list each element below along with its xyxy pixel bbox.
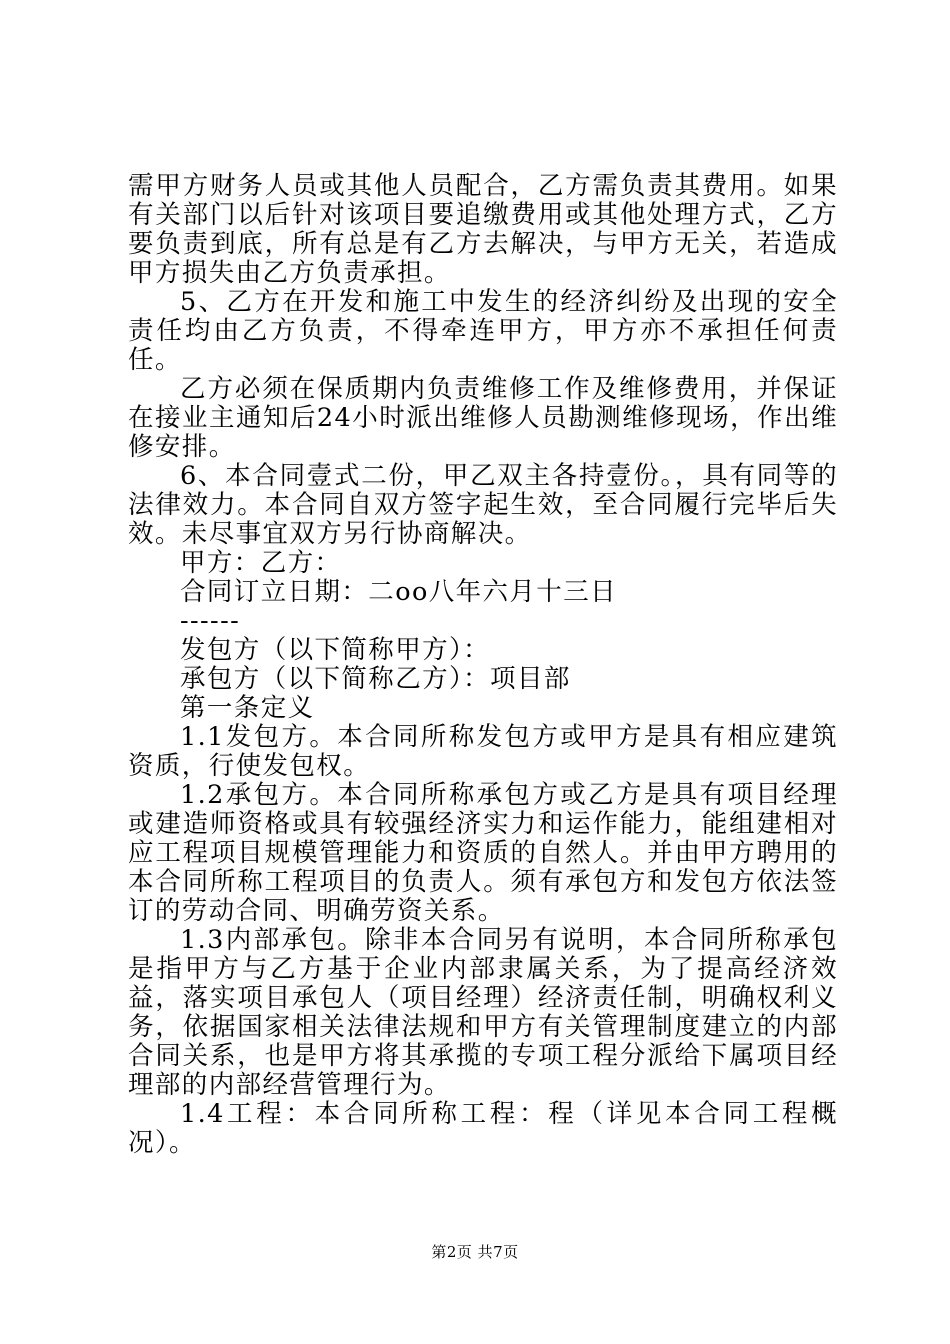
party-a-line: 发包方（以下简称甲方）： xyxy=(180,635,491,665)
definition-1-3: 1.3内部承包。除非本合同另有说明，本合同所称承包是指甲方与乙方基于企业内部隶属关系，为了提高经济效益，落实项目承包人（项目经理）经济责任制，明确权利义务，依据国家相关法律法规和甲方有关管理制度建立的内部合同关系，也是甲方将其承揽的专项工程分派给下属项目经理部的内部经营管理行为。 xyxy=(128,925,838,1100)
page-number-footer: 第2页 共7页 xyxy=(431,1243,519,1261)
paragraph-warranty: 乙方必须在保质期内负责维修工作及维修费用，并保证在接业主通知后24小时派出维修人员勘测维修现场，作出维修安排。 xyxy=(128,374,838,462)
definition-1-1: 1.1发包方。本合同所称发包方或甲方是具有相应建筑资质，行使发包权。 xyxy=(128,722,838,781)
document-body xyxy=(128,172,838,1158)
paragraph-clause-6: 6、本合同壹式二份，甲乙双主各持壹份。，具有同等的法律效力。本合同自双方签字起生效，至合同履行完毕后失效。未尽事宜双方另行协商解决。 xyxy=(128,461,838,549)
contract-date: 合同订立日期：二oo八年六月十三日 xyxy=(180,577,618,607)
definition-1-2: 1.2承包方。本合同所称承包方或乙方是具有项目经理或建造师资格或具有较强经济实力和运作能力，能组建相对应工程项目规模管理能力和资质的自然人。并由甲方聘用的本合同所称工程项目的负责人。须有承包方和发包方依法签订的劳动合同、明确劳资关系。 xyxy=(128,780,838,926)
definition-1-4: 1.4工程：本合同所称工程：程（详见本合同工程概况）。 xyxy=(128,1099,838,1158)
paragraph-continuation: 需甲方财务人员或其他人员配合，乙方需负责其费用。如果有关部门以后针对该项目要追缴费用或其他处理方式，乙方要负责到底，所有总是有乙方去解决，与甲方无关，若造成甲方损失由乙方负责承担。 xyxy=(128,171,838,288)
party-b-line: 承包方（以下简称乙方）：项目部 xyxy=(180,664,571,694)
paragraph-clause-5: 5、乙方在开发和施工中发生的经济纠纷及出现的安全责任均由乙方负责，不得牵连甲方，甲方亦不承担任何责任。 xyxy=(128,287,838,375)
article-1-heading: 第一条定义 xyxy=(180,693,315,723)
section-divider: ------ xyxy=(180,606,241,636)
signature-parties: 甲方：乙方： xyxy=(180,548,342,578)
